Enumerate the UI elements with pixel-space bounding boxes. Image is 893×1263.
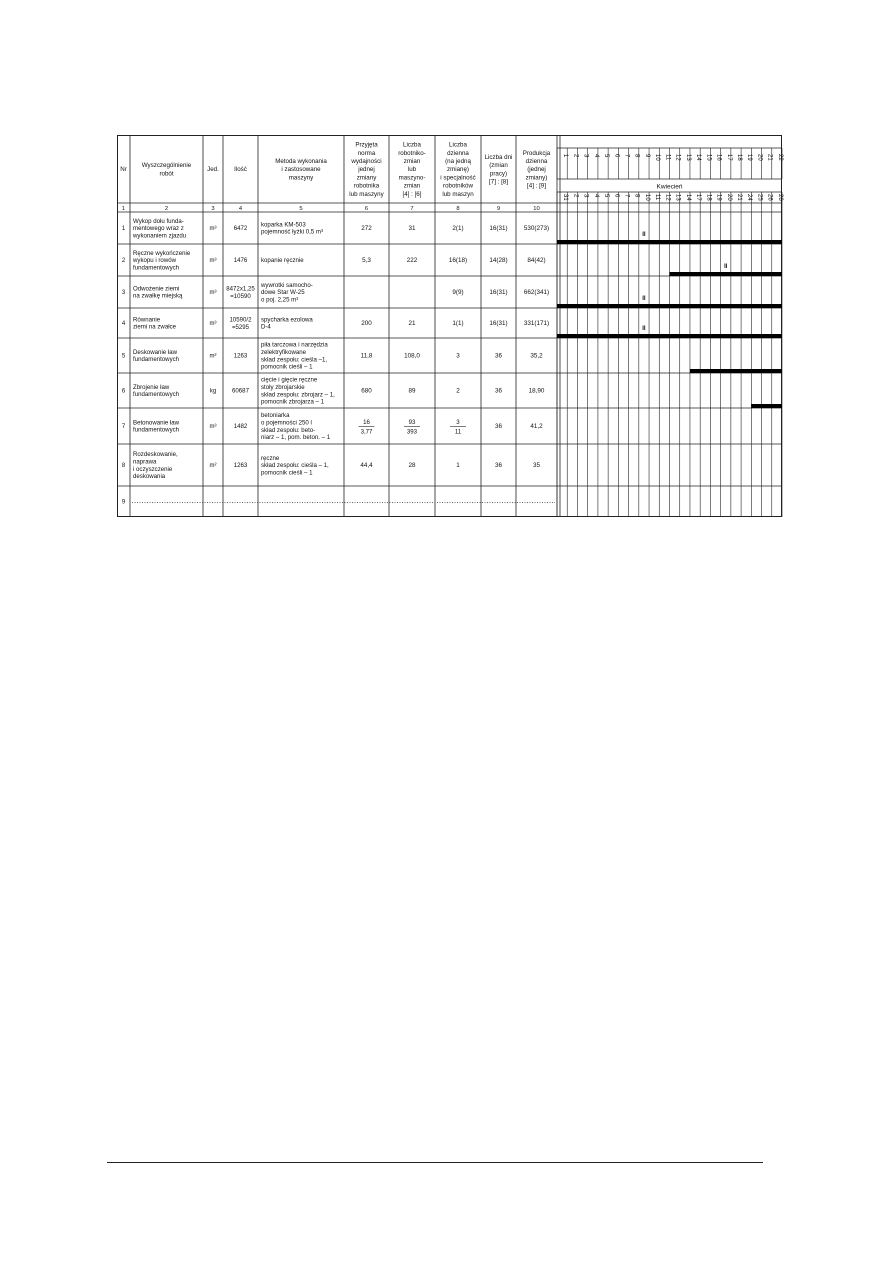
shifts: 21 <box>408 320 416 327</box>
quantity: 1263 <box>233 352 248 360</box>
column-header: Liczba dzienna (na jedną zmianę) i specjalność robotników lub maszyn <box>440 141 476 198</box>
norm: 5,3 <box>362 257 371 264</box>
column-header: Liczba dni (zmian pracy) [7] : [8] <box>484 153 513 186</box>
work-name: Deskowanie ław fundamentowych <box>133 348 180 364</box>
work-name: Równanie ziemi na zwałce <box>133 316 177 331</box>
work-name: Betonowanie ław fundamentowych <box>133 419 180 434</box>
row-number: 3 <box>121 290 126 296</box>
method: betoniarka o pojemności 250 l skład zespołu: beto-niarz – 1, pom. beton. – 1 <box>261 412 331 442</box>
unit: m² <box>209 463 217 469</box>
column-header: Produkcja dzienna (jednej zmiany) [4] : [9] <box>522 149 551 190</box>
unit: m² <box>209 353 217 360</box>
gantt-bottom-day: 25 <box>756 194 763 201</box>
gantt-bottom-day: 5 <box>603 194 610 198</box>
gantt-bottom-day: 10 <box>643 194 650 201</box>
column-number: 9 <box>496 206 501 212</box>
column-header: Wyszczególnienie robót <box>141 162 192 178</box>
gantt-bottom-day: 21 <box>735 194 742 201</box>
fraction-denominator: 11 <box>454 428 462 436</box>
gantt-top-day: 3 <box>582 154 589 158</box>
norm: 272 <box>361 225 372 232</box>
fraction-denominator: 393 <box>406 428 418 436</box>
method: ręczne skład zespołu: cieśla – 1, pomocnik cieśli – 1 <box>261 454 329 477</box>
gantt-shift-marker: II <box>724 264 728 270</box>
daily-count: 3 <box>456 352 460 360</box>
fraction-numerator: 3 <box>456 419 460 426</box>
construction-schedule-table <box>117 135 782 517</box>
row-number: 9 <box>121 499 126 506</box>
quantity: 1482 <box>233 423 248 431</box>
shifts: 89 <box>408 387 416 395</box>
column-number: 1 <box>121 206 126 212</box>
quantity: 1476 <box>233 257 248 265</box>
gantt-bottom-day: 2 <box>572 194 579 198</box>
shifts: 108,0 <box>404 352 420 360</box>
gantt-bottom-day: 20 <box>725 194 732 201</box>
unit: m³ <box>209 290 217 296</box>
shifts: 31 <box>408 225 416 232</box>
column-header: Przyjęta norma wydajności jednej zmiany robotnika lub maszyny <box>349 141 384 198</box>
unit: kg <box>209 388 217 395</box>
method: wywrotki samocho-dowe Star W-25 o poj. 2,25 m³ <box>261 281 313 304</box>
column-number: 5 <box>299 206 303 212</box>
days: 36 <box>494 462 503 469</box>
gantt-top-day: 14 <box>695 154 702 161</box>
days: 16(31) <box>489 225 508 232</box>
work-name: Zbrojenie ław fundamentowych <box>133 383 180 399</box>
column-header: Jed. <box>207 166 219 174</box>
daily-production: 84(42) <box>527 257 546 264</box>
daily-count: 9(9) <box>452 289 464 296</box>
gantt-shift-marker: II <box>642 296 646 302</box>
daily-count: 16(18) <box>448 257 468 264</box>
gantt-bottom-day: 26 <box>766 194 773 201</box>
gantt-bottom-day: 14 <box>684 194 691 201</box>
gantt-bottom-day: 12 <box>664 194 671 201</box>
column-number: 6 <box>364 206 369 212</box>
row-number: 7 <box>121 424 126 430</box>
row-number: 8 <box>121 463 126 469</box>
work-name: Odwożenie ziemi na zwałkę miejską <box>133 285 183 300</box>
gantt-bottom-day: 26 <box>776 194 783 201</box>
row-number: 1 <box>121 226 126 232</box>
unit: m³ <box>209 424 217 430</box>
column-header: Ilość <box>234 166 247 174</box>
gantt-top-day: 5 <box>603 154 610 158</box>
gantt-bar <box>670 272 783 276</box>
fraction-numerator: 93 <box>408 419 416 426</box>
norm: 44,4 <box>360 462 373 469</box>
gantt-bottom-day: 18 <box>705 194 712 201</box>
gantt-shift-marker: II <box>642 326 646 332</box>
gantt-bar <box>557 240 782 244</box>
quantity: 10590/2 =5295 <box>229 316 252 331</box>
gantt-bar <box>557 334 782 338</box>
work-name: Rozdeskowanie, naprawa i oczyszczenie deskowania <box>133 451 178 481</box>
fraction-denominator: 3,77 <box>360 428 373 436</box>
column-number: 10 <box>533 206 540 212</box>
gantt-month-label: Kwiecień <box>656 183 683 191</box>
gantt-top-day: 1 <box>562 154 569 158</box>
method: spycharka ezolowa D-4 <box>261 316 313 331</box>
gantt-bottom-day: 11 <box>654 194 661 201</box>
row-number: 5 <box>121 353 126 360</box>
gantt-bottom-day: 17 <box>695 194 702 201</box>
column-number: 7 <box>410 206 414 212</box>
method: cięcie i gięcie ręczne stoły zbrojarskie skład zespołu: zbrojarz – 1, pomocnik zbrojarza – 1 <box>261 376 335 406</box>
unit: m³ <box>209 321 217 327</box>
gantt-bottom-day: 19 <box>715 194 722 201</box>
gantt-top-day: 8 <box>633 154 640 158</box>
column-number: 8 <box>456 206 460 212</box>
gantt-top-day: 20 <box>756 154 763 161</box>
days: 16(31) <box>489 320 508 327</box>
shifts: 222 <box>406 257 418 264</box>
daily-production: 18,90 <box>528 387 545 395</box>
daily-production: 662(341) <box>523 289 550 296</box>
quantity: 1263 <box>233 462 248 470</box>
days: 36 <box>494 423 503 430</box>
gantt-top-day: 15 <box>705 154 712 161</box>
gantt-bottom-day: 13 <box>674 194 681 201</box>
column-header: Metoda wykonania i zastosowane maszyny <box>275 157 327 182</box>
norm: 680 <box>361 387 372 395</box>
gantt-shift-marker: II <box>642 232 646 238</box>
gantt-top-day: 10 <box>654 154 661 161</box>
norm: 200 <box>361 320 372 327</box>
gantt-top-day: 7 <box>623 154 630 158</box>
norm: 11,8 <box>360 352 373 360</box>
daily-production: 41,2 <box>530 423 543 430</box>
method: piła tarczowa i narzędzia zelektryfikowane skład zespołu: cieśla –1, pomocnik cieśli – 1 <box>261 341 328 371</box>
column-number: 2 <box>164 206 169 212</box>
daily-count: 1(1) <box>452 320 464 327</box>
column-header: Nr <box>120 166 127 174</box>
days: 36 <box>494 387 503 395</box>
row-number: 6 <box>121 388 126 395</box>
daily-production: 35,2 <box>530 352 543 360</box>
gantt-top-day: 19 <box>746 154 753 161</box>
unit: m³ <box>209 226 217 232</box>
column-number: 4 <box>238 206 243 212</box>
gantt-bar <box>690 369 782 373</box>
days: 14(28) <box>489 257 508 264</box>
method: koparka KM-503 pojemność łyżki 0,5 m³ <box>261 221 323 236</box>
gantt-top-day: 11 <box>664 154 671 161</box>
quantity: 8472x1,25 =10590 <box>226 285 255 300</box>
footer-divider <box>107 1162 763 1163</box>
days: 36 <box>494 352 503 360</box>
column-header: Liczba robotniko-zmian lub maszyno-zmian [4] : [6] <box>398 141 426 198</box>
gantt-top-day: 18 <box>735 154 742 161</box>
gantt-bottom-day: 24 <box>746 194 753 201</box>
gantt-bottom-day: 4 <box>592 194 599 198</box>
gantt-bottom-day: 8 <box>633 194 640 198</box>
days: 16(31) <box>489 289 508 296</box>
work-name: Wykop dołu funda-mentowego wraz z wykonaniem zjazdu <box>133 217 187 240</box>
row-number: 4 <box>121 321 126 327</box>
gantt-top-day: 6 <box>613 154 620 158</box>
gantt-top-day: 4 <box>592 154 599 158</box>
gantt-bar <box>751 404 782 408</box>
gantt-top-day: 12 <box>674 154 681 161</box>
gantt-top-day: 16 <box>715 154 722 161</box>
daily-count: 2 <box>456 387 460 395</box>
unit: m³ <box>209 258 217 264</box>
row-number: 2 <box>121 258 126 264</box>
gantt-top-day: 22 <box>776 154 783 161</box>
daily-count: 1 <box>456 462 460 469</box>
gantt-bottom-day: 31 <box>562 194 569 201</box>
daily-count: 2(1) <box>452 225 464 232</box>
daily-production: 530(273) <box>523 225 550 232</box>
work-name: Ręczne wykończenie wykopu i rowów fundamentowych <box>133 249 191 272</box>
daily-production: 331(171) <box>523 320 550 327</box>
quantity: 6472 <box>233 225 248 233</box>
shifts: 28 <box>408 462 416 469</box>
gantt-top-day: 2 <box>572 154 579 158</box>
gantt-top-day: 17 <box>725 154 732 161</box>
quantity: 60687 <box>232 387 249 395</box>
gantt-top-day: 9 <box>643 154 650 158</box>
method: kopanie ręcznie <box>261 257 304 264</box>
gantt-bottom-day: 7 <box>623 194 630 198</box>
gantt-bar <box>557 304 782 308</box>
gantt-bottom-day: 3 <box>582 194 589 198</box>
gantt-top-day: 13 <box>684 154 691 161</box>
daily-production: 35 <box>532 462 541 469</box>
gantt-top-day: 21 <box>766 154 773 161</box>
fraction-numerator: 16 <box>363 419 370 426</box>
gantt-bottom-day: 6 <box>613 194 620 198</box>
column-number: 3 <box>211 206 215 212</box>
